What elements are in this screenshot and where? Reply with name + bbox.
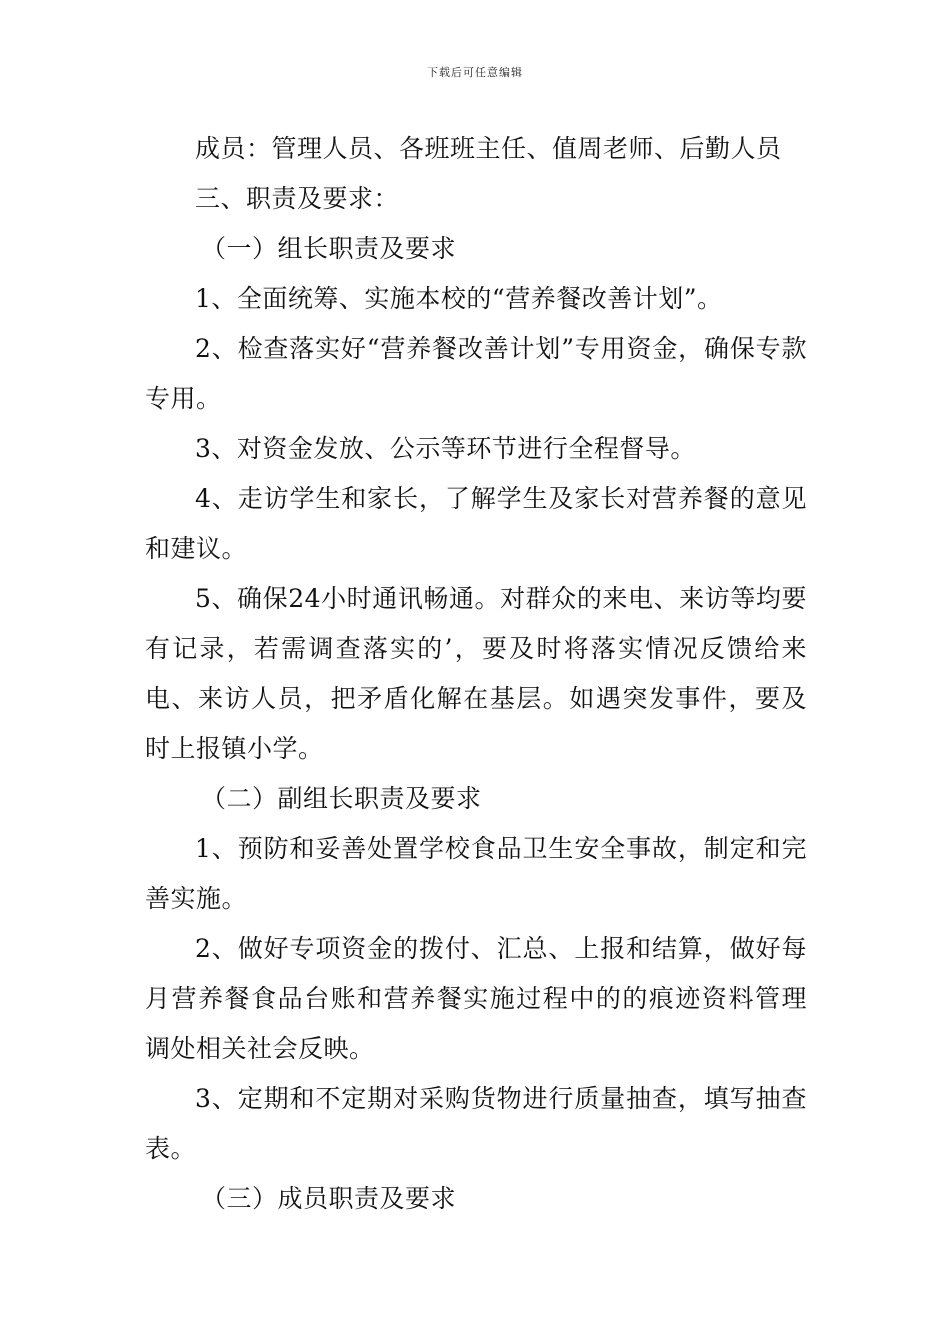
subsection-heading-leader: （一）组长职责及要求 [201,234,457,263]
members-line: 成员：管理人员、各班班主任、值周老师、后勤人员 [195,134,782,163]
subsection-heading-members: （三）成员职责及要求 [201,1184,457,1213]
leader-duty-4: 4、走访学生和家长，了解学生及家长对营养餐的意见和建议。 [145,484,807,563]
deputy-duty-2: 2、做好专项资金的拨付、汇总、上报和结算，做好每月营养餐食品台账和营养餐实施过程中的的痕迹资料管理调处相关社会反映。 [145,934,807,1063]
subsection-heading-deputy: （二）副组长职责及要求 [201,784,482,813]
page-header-note: 下载后可任意编辑 [427,66,523,79]
section-heading-duties: 三、职责及要求： [195,184,400,213]
leader-duty-3: 3、对资金发放、公示等环节进行全程督导。 [195,434,696,463]
leader-duty-1: 1、全面统筹、实施本校的“营养餐改善计划”。 [195,284,723,313]
leader-duty-2: 2、检查落实好“营养餐改善计划”专用资金，确保专款专用。 [145,334,807,413]
deputy-duty-3: 3、定期和不定期对采购货物进行质量抽查，填写抽查表。 [145,1084,807,1163]
document-body [145,124,807,1224]
leader-duty-5: 5、确保24小时通讯畅通。对群众的来电、来访等均要有记录，若需调查落实的’，要及时将落实情况反馈给来电、来访人员，把矛盾化解在基层。如遇突发事件，要及时上报镇小学。 [145,584,807,763]
deputy-duty-1: 1、预防和妥善处置学校食品卫生安全事故，制定和完善实施。 [145,834,807,913]
